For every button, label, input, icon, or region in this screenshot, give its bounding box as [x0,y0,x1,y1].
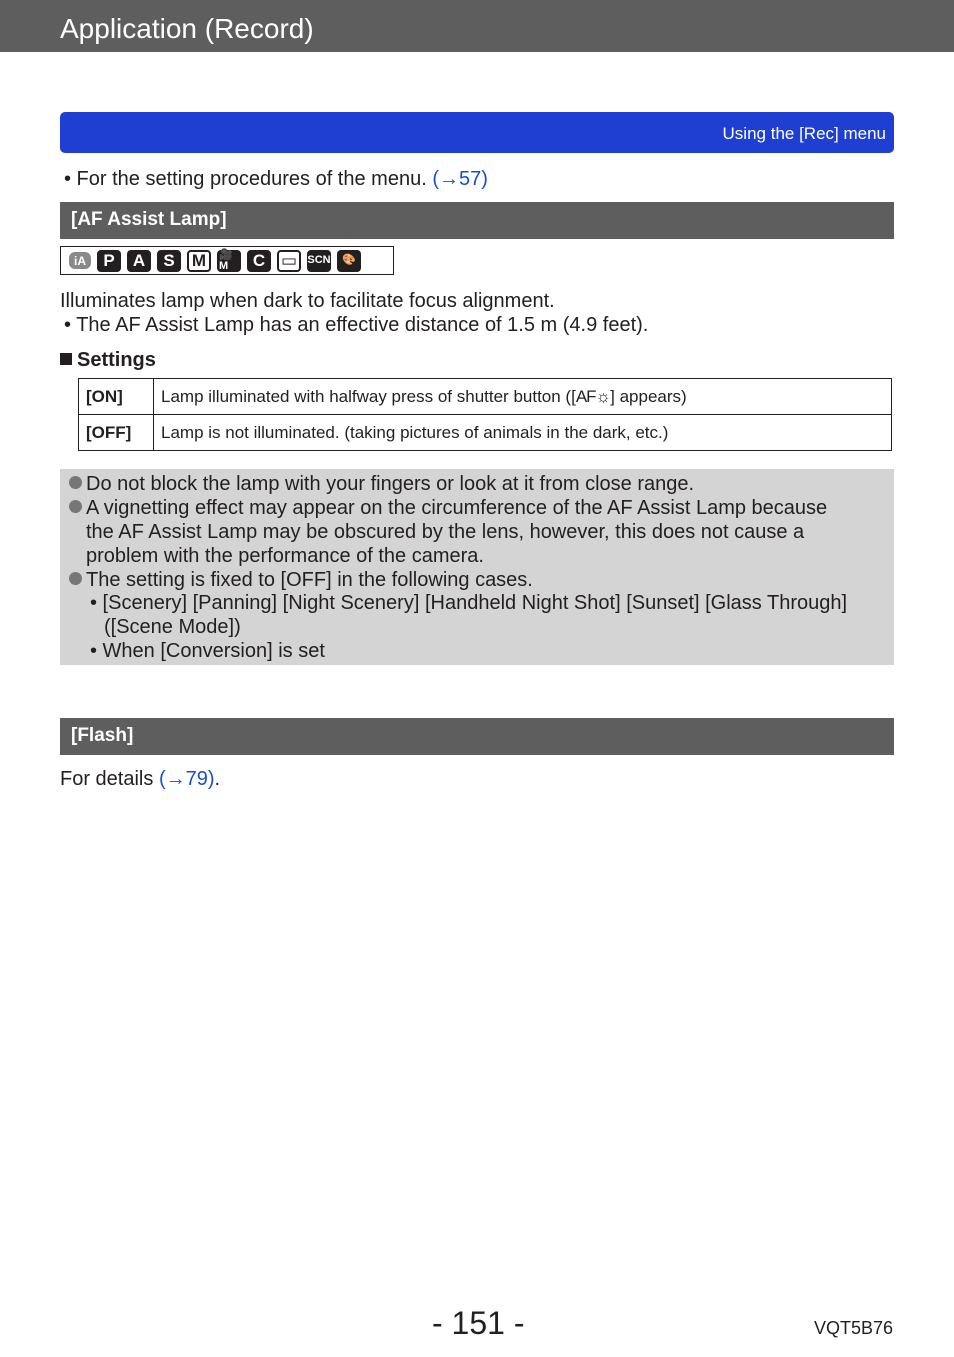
af-bullet: • The AF Assist Lamp has an effective distance of 1.5 m (4.9 feet). [64,314,649,336]
bullet-dot-icon [69,500,82,513]
intro-link[interactable]: (→57) [432,168,488,190]
flash-end: . [214,768,221,790]
bullet-dot-icon [69,572,82,585]
flash-link[interactable]: (→79) [158,768,215,790]
setting-desc-post: ] appears) [610,386,687,406]
settings-table [78,378,892,451]
square-bullet-icon [60,353,72,365]
flash-line [60,767,220,791]
af-assist-icon: AF☼ [575,386,611,406]
mode-scn-icon: SCN [307,250,331,272]
note-text: The setting is fixed to [OFF] in the following cases. [86,569,533,591]
flash-section-header [60,718,894,755]
settings-heading-label: Settings [77,349,156,371]
setting-desc-pre: Lamp illuminated with halfway press of shutter button ([ [161,386,576,406]
page-number: - 151 - [432,1305,525,1341]
note-line [69,472,694,496]
note-line: problem with the performance of the camera. [86,545,484,567]
page-title: Application (Record) [60,13,314,44]
page-header [0,0,954,52]
note-text: A vignetting effect may appear on the circumference of the AF Assist Lamp because [86,497,828,519]
settings-heading [60,348,156,372]
table-row [79,415,892,451]
note-text: Do not block the lamp with your fingers or look at it from close range. [86,473,695,495]
mode-c-icon: C [247,250,271,272]
mode-p-icon: P [97,250,121,272]
menu-banner-label: Using the [Rec] menu [722,124,886,143]
notes-box [60,469,894,665]
menu-banner [60,112,894,153]
note-line: the AF Assist Lamp may be obscured by the lens, however, this does not cause a [86,521,805,543]
intro-line [64,167,488,191]
mode-a-icon: A [127,250,151,272]
note-line [69,496,827,520]
mode-ia-icon: iA [69,252,91,269]
af-description: Illuminates lamp when dark to facilitate focus alignment. [60,290,555,312]
setting-key: [ON] [79,379,154,415]
mode-creative-icon: 🎨 [337,250,361,272]
note-line: • When [Conversion] is set [90,640,325,662]
mode-m-icon: M [187,250,211,272]
setting-desc: Lamp is not illuminated. (taking pictures of animals in the dark, etc.) [154,415,892,451]
mode-s-icon: S [157,250,181,272]
bullet-dot-icon [69,476,82,489]
note-line: • [Scenery] [Panning] [Night Scenery] [Handheld Night Shot] [Sunset] [Glass Through] [90,592,848,614]
note-line [69,568,533,592]
table-row [79,379,892,415]
af-section-title: [AF Assist Lamp] [71,209,227,230]
flash-section-title: [Flash] [71,725,134,746]
af-section-header [60,202,894,239]
setting-key: [OFF] [79,415,154,451]
mode-panorama-icon: ▭ [277,250,301,272]
note-line: ([Scene Mode]) [104,616,241,638]
intro-text: • For the setting procedures of the menu. [64,168,433,190]
mode-icons [60,246,394,275]
mode-movie-icon: 🎥M [217,250,241,272]
flash-text: For details [60,768,159,790]
setting-desc [154,379,892,415]
document-id: VQT5B76 [814,1318,894,1338]
